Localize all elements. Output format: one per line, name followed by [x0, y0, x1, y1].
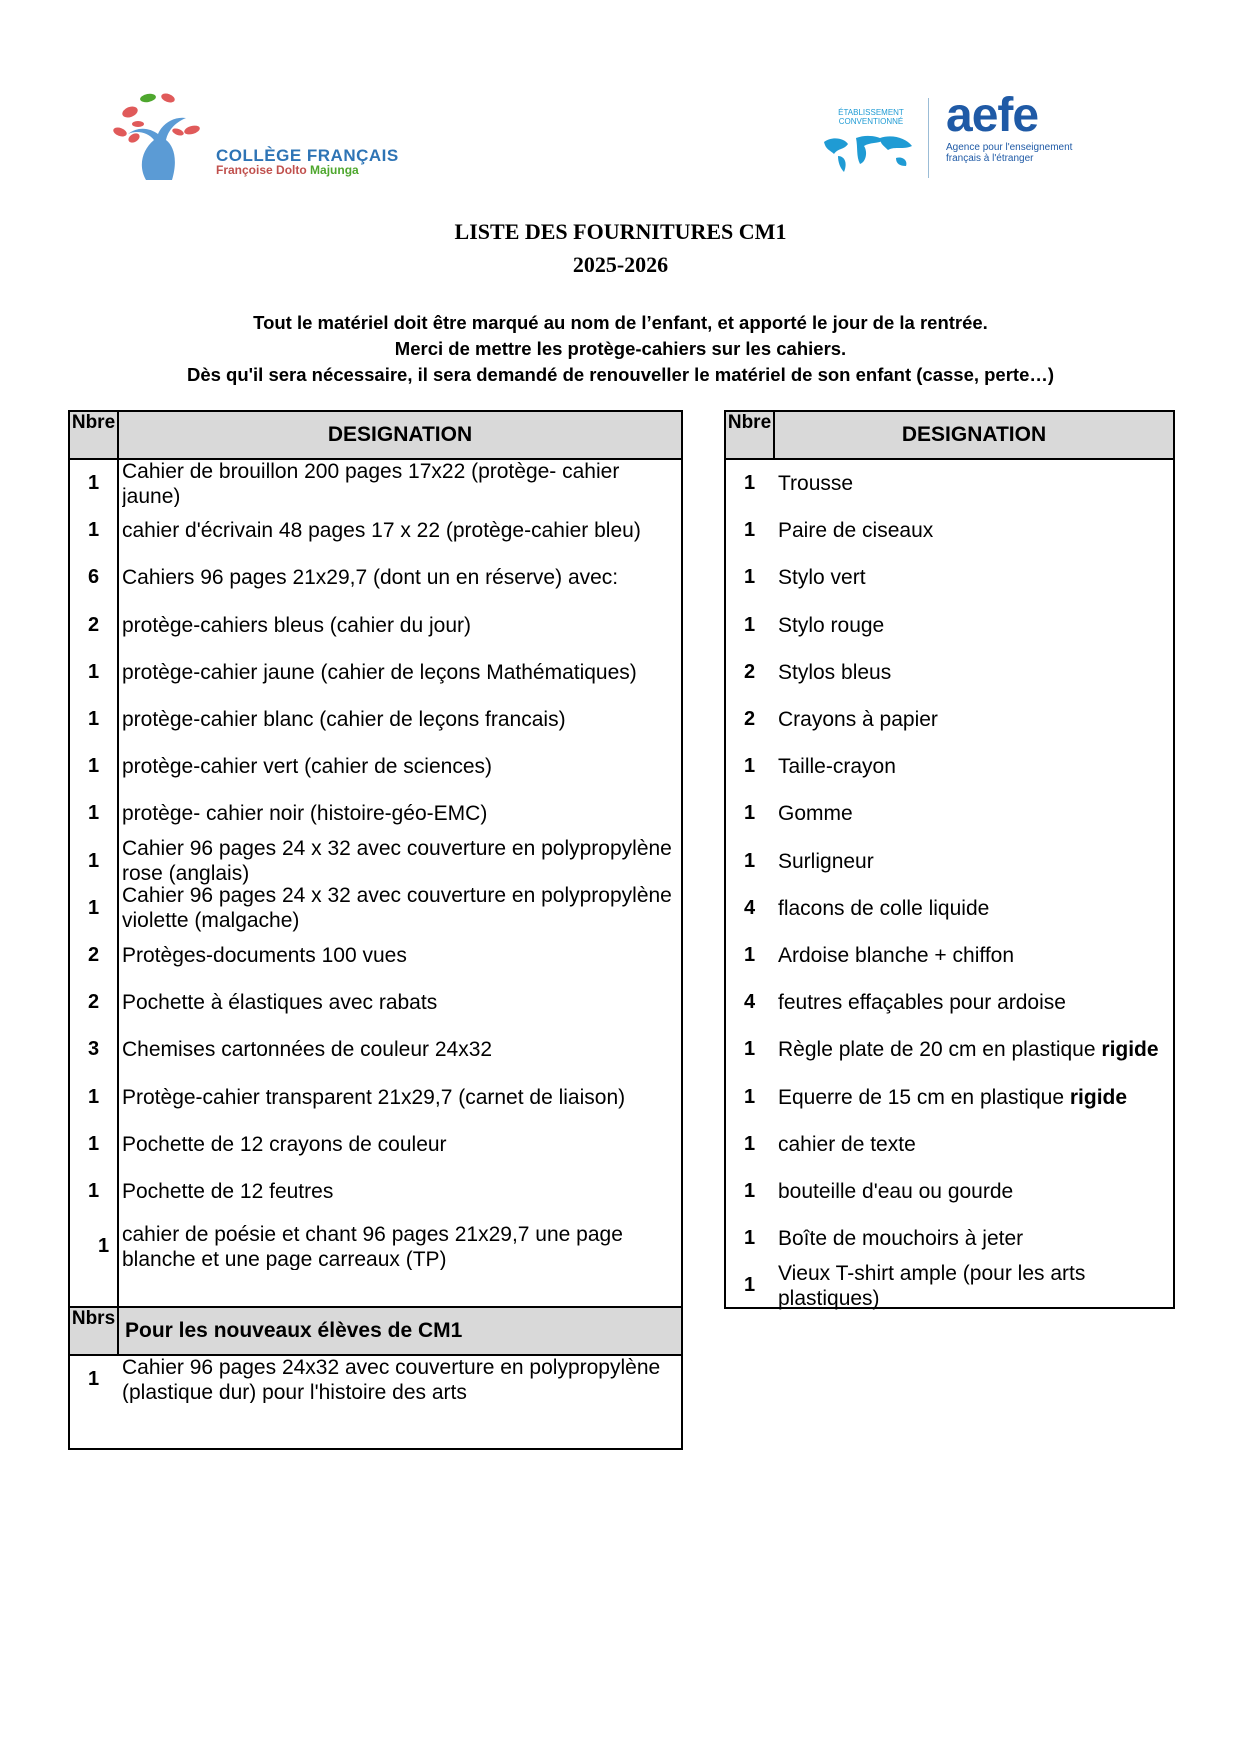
item-label: cahier de texte: [778, 1132, 916, 1156]
quantity-header: Nbrs: [70, 1308, 119, 1354]
school-year: 2025-2026: [572, 252, 669, 277]
tree-logo-icon: [108, 88, 228, 188]
aefe-label: ÉTABLISSEMENT CONVENTIONNÉ: [838, 108, 904, 126]
table-row: [70, 602, 681, 649]
item-emphasis: rigide: [1069, 1085, 1128, 1109]
table-row: [726, 1121, 1173, 1168]
item-label: cahier de poésie et chant 96 pages 21x29,7 une page blanche et une page carreaux (TP): [122, 1223, 623, 1271]
quantity-cell: 2: [87, 944, 100, 966]
item-label: protège-cahier jaune (cahier de leçons Mathématiques): [122, 660, 637, 684]
quantity-cell: 1: [87, 1180, 100, 1202]
quantity-cell: 1: [87, 1132, 100, 1155]
table-row: [70, 460, 681, 507]
notice-line-2: Merci de mettre les protège-cahiers sur les cahiers.: [394, 338, 847, 359]
table-row: [70, 1026, 681, 1073]
table-header: [726, 412, 1173, 460]
quantity-cell: 3: [87, 1038, 100, 1061]
quantity-cell: 1: [743, 566, 756, 589]
quantity-header: Nbre: [726, 412, 775, 458]
quantity-cell: 1: [743, 1132, 756, 1155]
designation-cell: [122, 1026, 675, 1073]
college-subtitle: Françoise Dolto Majunga: [216, 163, 359, 177]
quantity-cell: 4: [743, 896, 756, 919]
item-label: Chemises cartonnées de couleur 24x32: [122, 1038, 493, 1062]
designation-cell: [778, 696, 1167, 743]
quantity-cell: 1: [87, 849, 100, 872]
aefe-wordmark: aefe: [946, 89, 1039, 142]
item-label: protège-cahiers bleus (cahier du jour): [122, 613, 472, 637]
quantity-cell: 1: [743, 613, 756, 636]
left-supplies-table: [68, 410, 683, 1308]
college-name: COLLÈGE FRANÇAIS: [216, 146, 399, 165]
table-row: [70, 1356, 681, 1403]
designation-cell: [778, 602, 1167, 649]
table-row: [726, 554, 1173, 601]
designation-cell: [122, 932, 675, 979]
designation-cell: [122, 460, 675, 507]
logo-divider: [928, 98, 929, 178]
quantity-cell: 1: [743, 1180, 756, 1202]
quantity-cell: 1: [87, 708, 100, 730]
designation-cell: [778, 649, 1167, 696]
item-label: feutres effaçables pour ardoise: [778, 991, 1066, 1015]
table-row: [70, 1121, 681, 1168]
item-label: Pochette à élastiques avec rabats: [122, 991, 438, 1015]
designation-cell: [122, 885, 675, 932]
designation-cell: [122, 790, 675, 837]
table-row: [726, 649, 1173, 696]
quantity-cell: 1: [743, 1038, 756, 1061]
table-row: [70, 554, 681, 601]
quantity-cell: 6: [87, 566, 100, 589]
table-row: [70, 507, 681, 554]
new-students-header: [70, 1308, 681, 1356]
table-row: [726, 507, 1173, 554]
table-row: [70, 696, 681, 743]
item-label: Equerre de 15 cm en plastique: [778, 1085, 1065, 1109]
designation-cell: [778, 838, 1167, 885]
table-row: [726, 1215, 1173, 1262]
item-label: Pochette de 12 feutres: [122, 1180, 334, 1204]
quantity-cell: 2: [743, 660, 756, 683]
quantity-cell: 2: [87, 991, 100, 1014]
quantity-cell: 2: [743, 708, 756, 730]
designation-cell: [778, 790, 1167, 837]
quantity-cell: 1: [743, 1227, 756, 1250]
notice-line-3: Dès qu'il sera nécessaire, il sera demandé de renouveller le matériel de son enfant (casse, perte…): [186, 364, 1055, 385]
table-row: [70, 743, 681, 790]
table-row: [70, 885, 681, 932]
designation-cell: [778, 460, 1167, 507]
table-row: [726, 1074, 1173, 1121]
designation-header: DESIGNATION: [901, 423, 1047, 446]
designation-cell: [122, 979, 675, 1026]
quantity-cell: 1: [87, 802, 100, 825]
table-row: [726, 932, 1173, 979]
designation-cell: [778, 1074, 1167, 1121]
designation-cell: [122, 743, 675, 790]
quantity-cell: 1: [743, 944, 756, 966]
item-label: protège-cahier blanc (cahier de leçons francais): [122, 708, 566, 732]
quantity-cell: 1: [97, 1235, 110, 1258]
quantity-cell: 1: [743, 802, 756, 825]
table-row: [726, 979, 1173, 1026]
table-row: [70, 979, 681, 1026]
quantity-cell: 1: [743, 1274, 756, 1297]
table-row: [70, 649, 681, 696]
quantity-cell: 1: [743, 519, 756, 542]
quantity-cell: 1: [87, 660, 100, 683]
designation-cell: [778, 932, 1167, 979]
quantity-cell: 1: [743, 472, 756, 494]
item-label: Vieux T-shirt ample (pour les arts plastiques): [778, 1262, 1086, 1310]
designation-cell: [122, 1121, 675, 1168]
item-label: Cahier 96 pages 24 x 32 avec couverture en polypropylène violette (malgache): [122, 884, 672, 932]
item-label: Stylo rouge: [778, 613, 885, 637]
table-row: [70, 838, 681, 885]
page-title: LISTE DES FOURNITURES CM1: [454, 219, 787, 244]
designation-cell: [122, 1356, 675, 1403]
right-supplies-table: [724, 410, 1175, 1309]
designation-cell: [778, 979, 1167, 1026]
item-label: Paire de ciseaux: [778, 519, 934, 543]
designation-cell: [122, 838, 675, 885]
quantity-cell: 1: [87, 755, 100, 778]
designation-cell: [778, 1168, 1167, 1215]
item-label: Trousse: [778, 472, 854, 496]
quantity-cell: 1: [743, 849, 756, 872]
aefe-subtitle: Agence pour l'enseignement français à l'étranger: [946, 142, 1073, 164]
item-label: Protèges-documents 100 vues: [122, 944, 407, 968]
quantity-cell: 1: [87, 1085, 100, 1108]
quantity-cell: 1: [743, 755, 756, 778]
aefe-logo: [818, 128, 918, 178]
item-label: Gomme: [778, 802, 853, 826]
item-label: cahier d'écrivain 48 pages 17 x 22 (protège-cahier bleu): [122, 519, 641, 543]
table-row: [726, 838, 1173, 885]
table-row: [70, 1074, 681, 1121]
table-row: [726, 460, 1173, 507]
table-row: [726, 885, 1173, 932]
item-label: Crayons à papier: [778, 708, 938, 732]
table-row: [70, 1223, 681, 1270]
table-row: [70, 932, 681, 979]
quantity-cell: 1: [87, 896, 100, 919]
quantity-header: Nbre: [70, 412, 119, 458]
item-label: Stylo vert: [778, 566, 866, 590]
item-label: protège- cahier noir (histoire-géo-EMC): [122, 802, 488, 826]
quantity-cell: 4: [743, 991, 756, 1014]
item-label: bouteille d'eau ou gourde: [778, 1180, 1014, 1204]
designation-cell: [778, 885, 1167, 932]
new-students-table: [68, 1306, 683, 1450]
designation-cell: [122, 507, 675, 554]
item-emphasis: rigide: [1101, 1038, 1159, 1062]
item-label: Cahiers 96 pages 21x29,7 (dont un en réserve) avec:: [122, 566, 619, 590]
item-label: Cahier 96 pages 24x32 avec couverture en polypropylène (plastique dur) pour l'histoire des arts: [122, 1356, 661, 1403]
item-label: Stylos bleus: [778, 660, 892, 684]
quantity-cell: 1: [87, 519, 100, 542]
item-label: Boîte de mouchoirs à jeter: [778, 1227, 1024, 1251]
table-row: [726, 1168, 1173, 1215]
designation-cell: [122, 554, 675, 601]
designation-cell: [122, 1168, 675, 1215]
item-label: Pochette de 12 crayons de couleur: [122, 1132, 447, 1156]
designation-header: DESIGNATION: [327, 423, 473, 446]
table-row: [70, 1168, 681, 1215]
item-label: flacons de colle liquide: [778, 896, 990, 920]
quantity-cell: 1: [87, 1368, 100, 1390]
designation-cell: [778, 1121, 1167, 1168]
item-label: Règle plate de 20 cm en plastique: [778, 1038, 1096, 1062]
item-label: Protège-cahier transparent 21x29,7 (carnet de liaison): [122, 1085, 626, 1109]
table-header: [70, 412, 681, 460]
table-row: [70, 790, 681, 837]
world-map-icon: [818, 128, 918, 178]
new-students-title: Pour les nouveaux élèves de CM1: [125, 1319, 463, 1342]
table-row: [726, 743, 1173, 790]
designation-cell: [122, 1223, 675, 1270]
designation-cell: [778, 1262, 1167, 1309]
item-label: Cahier 96 pages 24 x 32 avec couverture en polypropylène rose (anglais): [122, 837, 672, 885]
designation-cell: [778, 1026, 1167, 1073]
designation-cell: [778, 1215, 1167, 1262]
quantity-cell: 2: [87, 613, 100, 636]
designation-cell: [778, 507, 1167, 554]
designation-cell: [122, 649, 675, 696]
quantity-cell: 1: [743, 1085, 756, 1108]
table-row: [726, 790, 1173, 837]
table-row: [726, 1026, 1173, 1073]
designation-cell: [122, 696, 675, 743]
table-row: [726, 602, 1173, 649]
designation-cell: [122, 602, 675, 649]
item-label: protège-cahier vert (cahier de sciences): [122, 755, 493, 779]
quantity-cell: 1: [87, 472, 100, 494]
designation-cell: [122, 1074, 675, 1121]
notice-line-1: Tout le matériel doit être marqué au nom de l’enfant, et apporté le jour de la rentrée.: [253, 312, 988, 333]
table-row: [726, 696, 1173, 743]
item-label: Cahier de brouillon 200 pages 17x22 (protège- cahier jaune): [122, 460, 620, 508]
item-label: Taille-crayon: [778, 755, 896, 779]
item-label: Surligneur: [778, 849, 874, 873]
designation-cell: [778, 554, 1167, 601]
designation-cell: [778, 743, 1167, 790]
item-label: Ardoise blanche + chiffon: [778, 944, 1015, 968]
table-row: [726, 1262, 1173, 1309]
